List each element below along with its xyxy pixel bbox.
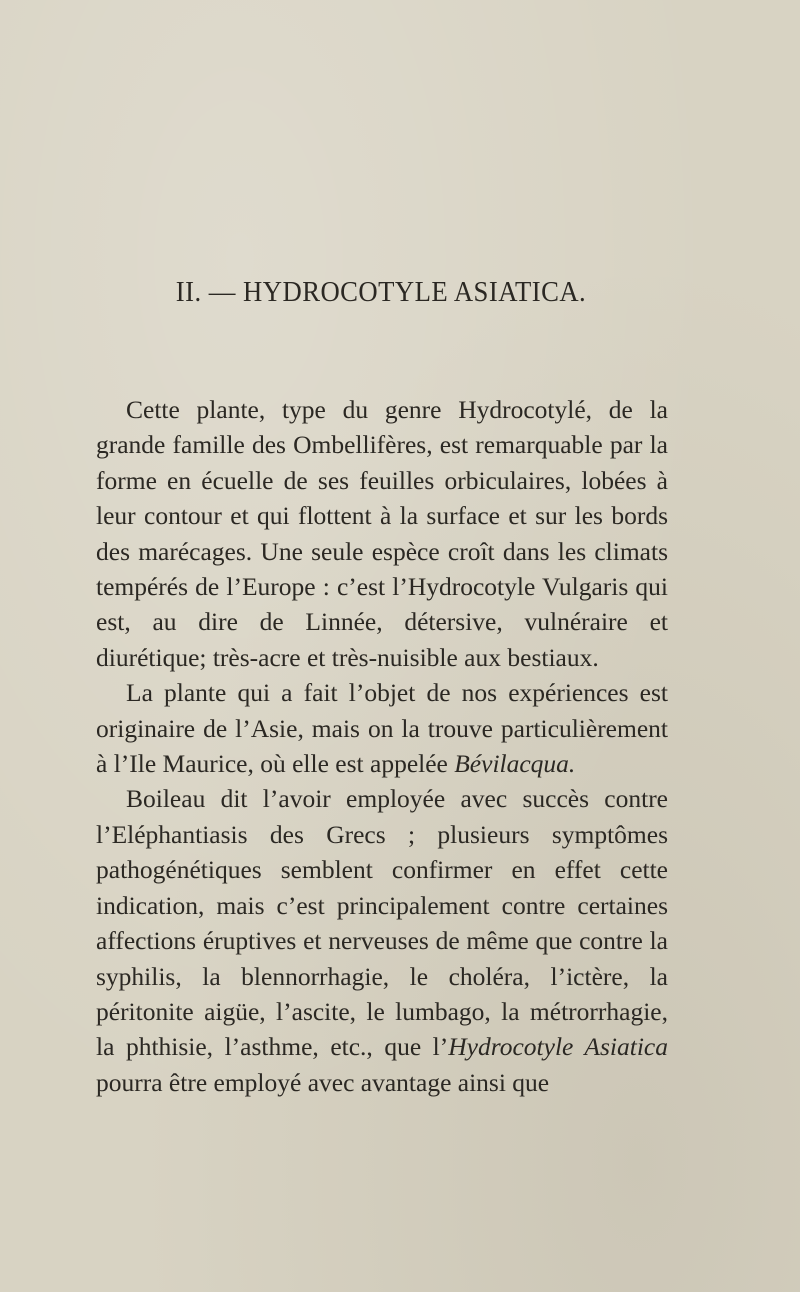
paragraph-1-text: Cette plante, type du genre Hydrocotylé, de la grande famille des Ombellifères, est remarquable par la forme en écuelle de ses feuilles orbiculaires, lobées à leur contour et qui flottent à la surface et sur les bords des marécages. Une seule espèce croît dans les climats tempérés de l’Europe : c’est l’Hydrocotyle Vulgaris qui est, au dire de Linnée, détersive, vulnéraire et diurétique; très-acre et très-nuisible aux bestiaux. — [96, 395, 668, 672]
paragraph-1 — [96, 392, 668, 675]
paragraph-3-text-after: pourra être employé avec avantage ainsi que — [96, 1067, 550, 1097]
paragraph-2-italic-name: Bévilacqua. — [454, 749, 576, 779]
paragraph-2 — [96, 675, 668, 781]
body-text — [96, 392, 668, 1100]
paragraph-3 — [96, 781, 668, 1100]
paragraph-3-text: Boileau dit l’avoir employée avec succès contre l’Eléphantiasis des Grecs ; plusieurs symptômes pathogénétiques semblent confirmer en effet cette indication, mais c’est principalement contre certaines affections éruptives et nerveuses de même que contre la syphilis, la blennorrhagie, le choléra, l’ictère, la péritonite aigüe, l’ascite, le lumbago, la métrorrhagie, la phthisie, l’asthme, etc., que l’ — [96, 784, 668, 1062]
section-title: II. — HYDROCOTYLE ASIATICA. — [175, 276, 587, 308]
paragraph-3-italic-name: Hydrocotyle Asiatica — [448, 1032, 668, 1062]
paragraph-2-text: La plante qui a fait l’objet de nos expériences est originaire de l’Asie, mais on la trouve particulièrement à l’Ile Maurice, où elle est appelée — [96, 678, 668, 779]
